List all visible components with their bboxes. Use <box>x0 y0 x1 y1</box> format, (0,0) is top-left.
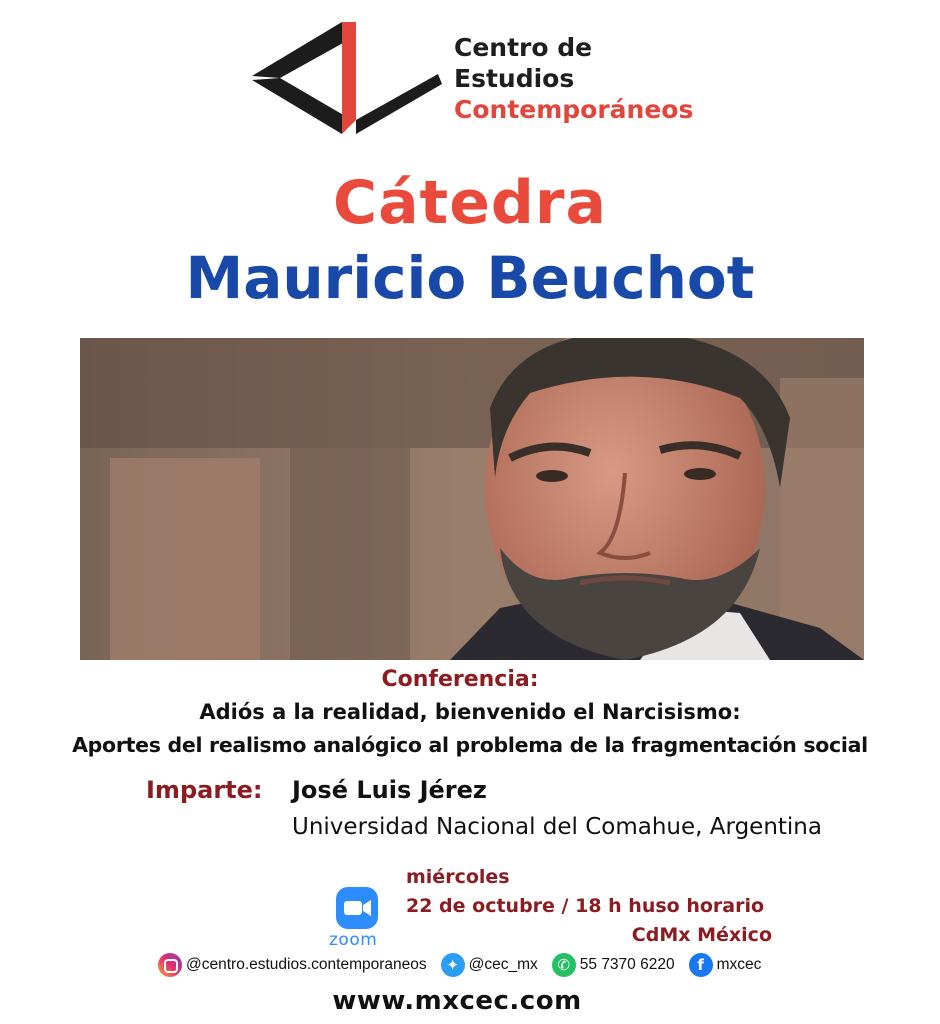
twitter-handle: @cec_mx <box>468 956 538 973</box>
whatsapp-icon: ✆ <box>552 953 576 977</box>
twitter-link[interactable] <box>441 953 538 977</box>
title-catedra: Cátedra <box>333 168 607 238</box>
twitter-icon: ✦ <box>441 953 465 977</box>
logo <box>250 20 694 136</box>
portrait-illustration <box>80 338 864 660</box>
facebook-handle: mxcec <box>716 956 762 973</box>
instagram-link[interactable] <box>158 953 427 977</box>
title-name: Mauricio Beuchot <box>185 244 755 312</box>
social-links <box>158 950 775 980</box>
facebook-link[interactable] <box>689 953 762 977</box>
cec-logo-mark <box>250 20 445 136</box>
event-time: 22 de octubre / 18 h huso horario <box>406 895 765 917</box>
logo-line-3: Contemporáneos <box>454 95 694 124</box>
speaker-photo <box>80 338 864 660</box>
conference-title-line-1: Adiós a la realidad, bienvenido el Narcisismo: <box>199 700 741 724</box>
logo-line-1: Centro de <box>454 33 593 62</box>
website-link[interactable]: www.mxcec.com <box>332 986 582 1016</box>
instagram-icon <box>158 953 182 977</box>
facebook-icon: f <box>689 953 713 977</box>
speaker-label: Imparte: <box>146 776 263 804</box>
whatsapp-link[interactable] <box>552 953 675 977</box>
whatsapp-number: 55 7370 6220 <box>579 956 675 973</box>
zoom-icon <box>336 887 378 929</box>
speaker-name: José Luis Jérez <box>292 776 487 804</box>
conference-title-line-2: Aportes del realismo analógico al problema de la fragmentación social <box>72 733 868 757</box>
speaker-affiliation: Universidad Nacional del Comahue, Argentina <box>292 814 822 840</box>
logo-line-2: Estudios <box>454 64 575 93</box>
instagram-handle: @centro.estudios.contemporaneos <box>186 956 427 973</box>
conference-label: Conferencia: <box>381 667 539 692</box>
event-place: CdMx México <box>631 924 772 946</box>
event-day: miércoles <box>406 866 510 888</box>
logo-text <box>454 32 693 125</box>
zoom-label: zoom <box>329 930 378 950</box>
